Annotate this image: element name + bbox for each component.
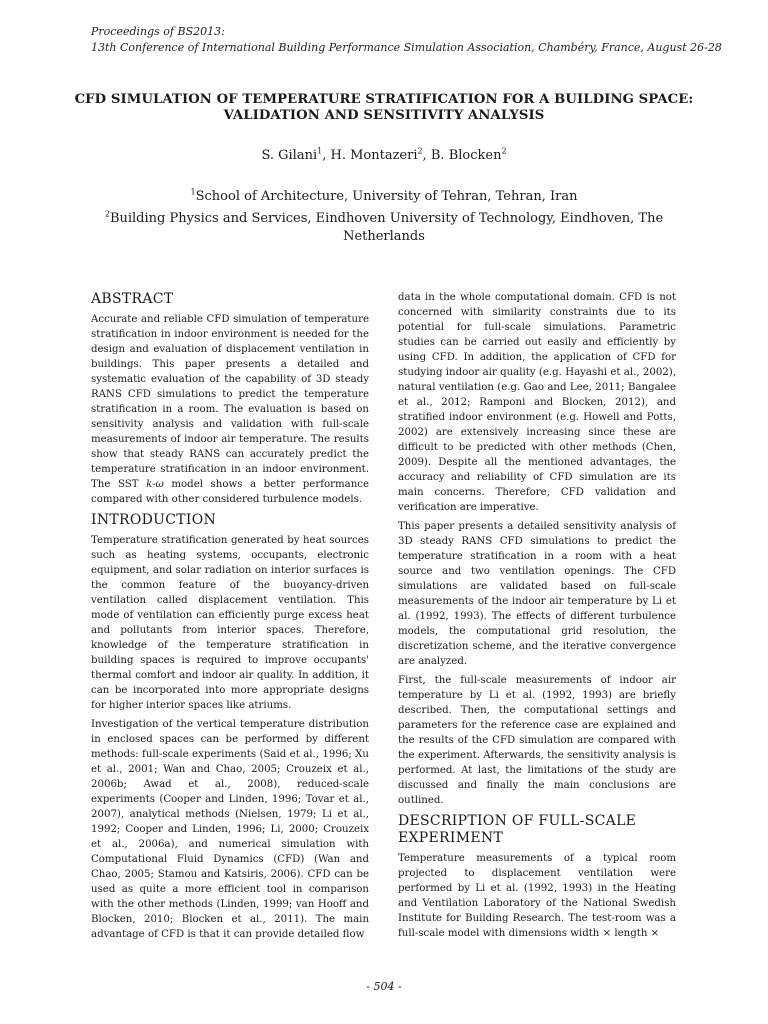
- author-affiliation-mark: 2: [501, 146, 507, 156]
- experiment-paragraph-1: Temperature measurements of a typical room projected to displacement ventilation were performed by Li et al. (1992, 1993) in the Heating and Ventilation Laboratory of the National Swedish Institute for Building Research. The test-room was a full-scale model with dimensions width × length ×: [398, 853, 676, 939]
- proceedings-line-2: 13th Conference of International Building Performance Simulation Association, Chambéry, France, August 26-28: [91, 41, 722, 54]
- author-list: S. Gilani$^1$, H. Montazeri$^2$, B. Blocken$^2$: [261, 146, 507, 163]
- proceedings-header: [91, 24, 722, 56]
- introduction-paragraph-1: Temperature stratification generated by heat sources such as heating systems, occupants, electronic equipment, and solar radiation on interior surfaces is the common feature of the buoyancy-driven ventilation called displacement ventilation. This mode of ventilation can efficiently purge excess heat and pollutants from interior spaces. Therefore, knowledge of the temperature stratification in building spaces is required to improve occupants' thermal comfort and indoor air quality. In addition, it can be incorporated into more appropriate designs for higher interior spaces like atriums.: [91, 535, 369, 711]
- proceedings-line-1: Proceedings of BS2013:: [91, 25, 225, 38]
- right-column: [398, 290, 676, 941]
- author-name: B. Blocken: [430, 148, 502, 163]
- introduction-paragraph-2: Investigation of the vertical temperature distribution in enclosed spaces can be performed by different methods: full-scale experiments (Said et al., 1996; Xu et al., 2001; Wan and Chao, 2005; Crouzeix et al., 2006b; Awad et al., 2008), reduced-scale experiments (Cooper and Linden, 1996; Tovar et al., 2007), analytical methods (Nielsen, 1979; Li et al., 1992; Cooper and Linden, 1996; Li, 2000; Crouzeix et al., 2006a), and numerical simulation with Computational Fluid Dynamics (CFD) (Wan and Chao, 2005; Stamou and Katsiris, 2006). CFD can be used as quite a more efficient tool in comparison with the other methods (Linden, 1999; van Hooff and Blocken, 2010; Blocken et al., 2011). The main advantage of CFD is that it can provide detailed flow: [91, 719, 369, 940]
- affiliation-2: $^2$Building Physics and Services, Eindhoven University of Technology, Eindhoven, The Netherlands: [104, 209, 664, 244]
- left-column: [91, 291, 369, 942]
- abstract-heading: ABSTRACT: [91, 291, 174, 307]
- introduction-paragraph-3: data in the whole computational domain. CFD is not concerned with similarity constraints due to its potential for full-scale simulations. Parametric studies can be carried out easily and efficiently by using CFD. In addition, the application of CFD for studying indoor air quality (e.g. Hayashi et al., 2002), natural ventilation (e.g. Gao and Lee, 2011; Bangalee et al., 2012; Ramponi and Blocken, 2012), and stratified indoor environment (e.g. Howell and Potts, 2002) are extensively increasing since these are difficult to be predicted with other methods (Chen, 2009). Despite all the mentioned advantages, the accuracy and reliability of CFD simulation are its main concerns. Therefore, CFD validation and verification are imperative.: [398, 292, 676, 513]
- introduction-paragraph-4: This paper presents a detailed sensitivity analysis of 3D steady RANS CFD simulations to predict the temperature stratification in a room with a heat source and two ventilation openings. The CFD simulations are validated based on full-scale measurements of the indoor air temperature by Li et al. (1992, 1993). The effects of different turbulence models, the computational grid resolution, the discretization scheme, and the iterative convergence are analyzed.: [398, 521, 676, 667]
- paper-title: CFD SIMULATION OF TEMPERATURE STRATIFICATION FOR A BUILDING SPACE: VALIDATION AND SENSITIVITY ANALYSIS: [74, 92, 694, 123]
- affiliation-1: $^1$School of Architecture, University of Tehran, Tehran, Iran: [190, 187, 578, 204]
- introduction-heading: INTRODUCTION: [91, 512, 217, 528]
- introduction-paragraph-5: First, the full-scale measurements of indoor air temperature by Li et al. (1992, 1993) are briefly described. Then, the computational settings and parameters for the reference case are explained and the results of the CFD simulation are compared with the experiment. Afterwards, the sensitivity analysis is performed. At last, the limitations of the study are discussed and finally the main conclusions are outlined.: [398, 675, 676, 806]
- abstract-text: Accurate and reliable CFD simulation of temperature stratification in indoor environment is needed for the design and evaluation of displacement ventilation in buildings. This paper presents a detailed and systematic evaluation of the capability of 3D steady RANS CFD simulations to predict the temperature stratification in a room. The evaluation is based on sensitivity analysis and validation with full-scale measurements of indoor air temperature. The results show that steady RANS can accurately predict the temperature stratification in an indoor environment. The SST k-ω model shows a better performance compared with other considered turbulence models.: [91, 314, 370, 505]
- author-affiliation-mark: 2: [417, 146, 423, 156]
- experiment-heading: DESCRIPTION OF FULL-SCALE EXPERIMENT: [398, 813, 637, 846]
- author-name: S. Gilani: [261, 148, 318, 163]
- page-number: - 504 -: [366, 980, 402, 993]
- author-name: H. Montazeri: [330, 148, 418, 163]
- author-affiliation-mark: 1: [317, 146, 323, 156]
